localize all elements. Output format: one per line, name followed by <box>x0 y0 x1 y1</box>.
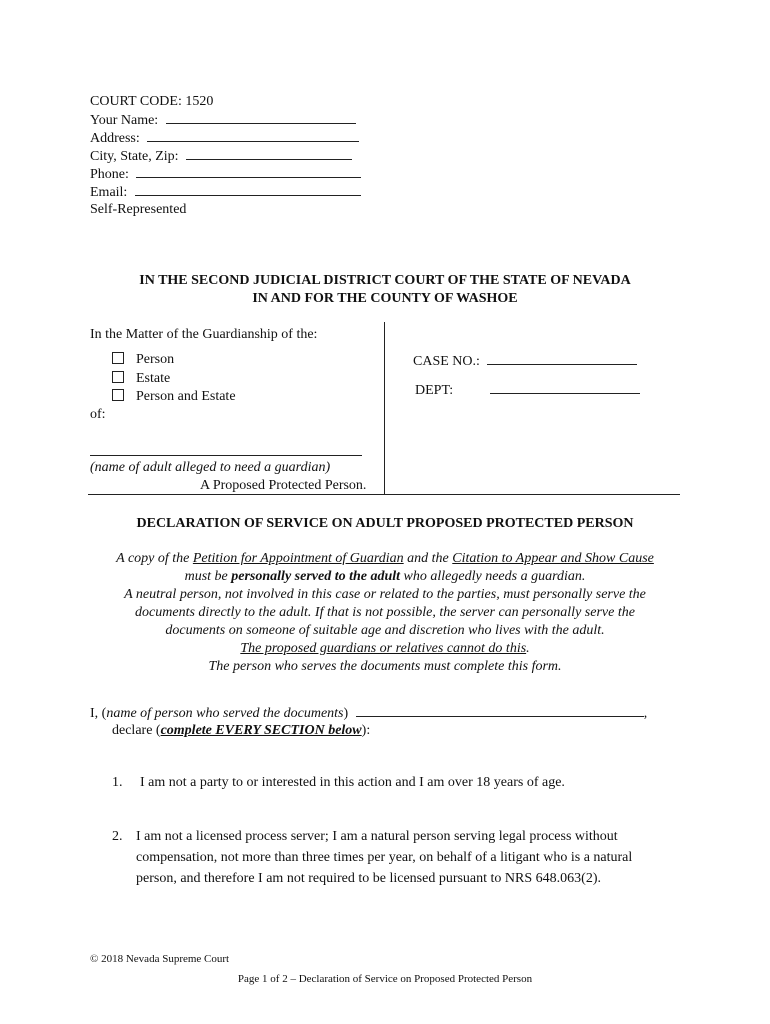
your-name-blank[interactable] <box>166 111 356 124</box>
email-blank[interactable] <box>135 183 361 196</box>
item-2-line3: person, and therefore I am not required to be licensed pursuant to NRS 648.063(2). <box>136 871 601 886</box>
citation-link: Citation to Appear and Show Cause <box>452 551 654 566</box>
item-1-num: 1. <box>112 775 123 790</box>
email-label: Email: <box>90 185 128 200</box>
instr-l1c: and the <box>403 551 453 566</box>
caption-divider <box>384 322 385 495</box>
declarant-close: ) <box>343 706 349 721</box>
declare-a: declare ( <box>112 723 161 738</box>
dept-field <box>415 381 640 399</box>
instruction-line2 <box>0 569 770 585</box>
instruction-line4: documents directly to the adult. If that is not possible, the server can personally serve the <box>135 605 635 620</box>
case-no-label: CASE NO.: <box>413 354 480 369</box>
instruction-line1 <box>0 551 770 567</box>
city-field <box>90 147 352 166</box>
instr-l2b: personally served to the adult <box>231 569 401 584</box>
option-person[interactable] <box>112 352 174 368</box>
dept-blank[interactable] <box>490 381 640 394</box>
declarant-name-blank[interactable] <box>356 704 644 717</box>
your-name-label: Your Name: <box>90 113 159 128</box>
instr-l6: The proposed guardians or relatives cannot do this <box>240 641 527 656</box>
item-1-text: I am not a party to or interested in this action and I am over 18 years of age. <box>140 775 565 790</box>
item-1 <box>112 775 565 791</box>
email-field <box>90 183 361 202</box>
option-estate-label: Estate <box>136 371 171 386</box>
of-label: of: <box>90 407 106 422</box>
case-no-field <box>413 352 637 370</box>
option-estate[interactable] <box>112 371 170 387</box>
declarant-line <box>90 704 647 722</box>
matter-text: In the Matter of the Guardianship of the: <box>90 327 318 342</box>
declare-c: ): <box>361 723 371 738</box>
instruction-line3: A neutral person, not involved in this case or related to the parties, must personally serve the <box>124 587 646 602</box>
copyright: © 2018 Nevada Supreme Court <box>90 953 230 965</box>
phone-label: Phone: <box>90 167 129 182</box>
person-estate-checkbox[interactable] <box>112 389 124 401</box>
declare-b: complete EVERY SECTION below <box>160 723 362 738</box>
declarant-comma: , <box>643 706 648 721</box>
city-blank[interactable] <box>186 147 352 160</box>
phone-blank[interactable] <box>136 165 361 178</box>
instr-l2c: who allegedly needs a guardian. <box>400 569 586 584</box>
person-checkbox[interactable] <box>112 352 124 364</box>
item-2-num: 2. <box>112 829 123 844</box>
declaration-title: DECLARATION OF SERVICE ON ADULT PROPOSED PROTECTED PERSON <box>136 516 634 531</box>
instr-l2a: must be <box>184 569 232 584</box>
protected-person-label: A Proposed Protected Person. <box>200 478 367 493</box>
instruction-line5: documents on someone of suitable age and discretion who lives with the adult. <box>165 623 605 638</box>
item-2-line1: I am not a licensed process server; I am a natural person serving legal process without <box>136 829 618 844</box>
address-label: Address: <box>90 131 140 146</box>
adult-name-hint: (name of adult alleged to need a guardian) <box>90 460 331 475</box>
instr-l1a: A copy of the <box>116 551 193 566</box>
phone-field <box>90 165 361 184</box>
instruction-line7: The person who serves the documents must complete this form. <box>208 659 562 674</box>
item-2-line2: compensation, not more than three times per year, on behalf of a litigant who is a natural <box>136 850 633 865</box>
court-title-line1: IN THE SECOND JUDICIAL DISTRICT COURT OF THE STATE OF NEVADA <box>139 273 631 288</box>
court-code: COURT CODE: 1520 <box>90 94 214 109</box>
option-person-label: Person <box>136 352 175 367</box>
caption-bottom-rule <box>88 494 680 495</box>
declarant-hint: name of person who served the documents <box>106 706 344 721</box>
your-name-field <box>90 111 356 130</box>
instr-l6-end: . <box>526 641 530 656</box>
address-blank[interactable] <box>147 129 359 142</box>
option-person-estate[interactable] <box>112 389 236 405</box>
instruction-line6 <box>0 641 770 657</box>
estate-checkbox[interactable] <box>112 371 124 383</box>
court-title-line2: IN AND FOR THE COUNTY OF WASHOE <box>252 291 518 306</box>
page-footer: Page 1 of 2 – Declaration of Service on Proposed Protected Person <box>237 973 533 985</box>
declare-line <box>112 723 370 739</box>
dept-label: DEPT: <box>415 383 454 398</box>
petition-link: Petition for Appointment of Guardian <box>192 551 404 566</box>
option-person-estate-label: Person and Estate <box>136 389 236 404</box>
declarant-i: I, ( <box>90 706 107 721</box>
city-label: City, State, Zip: <box>90 149 179 164</box>
address-field <box>90 129 359 148</box>
case-no-blank[interactable] <box>487 352 637 365</box>
self-represented: Self-Represented <box>90 202 187 217</box>
adult-name-blank[interactable] <box>90 455 362 456</box>
